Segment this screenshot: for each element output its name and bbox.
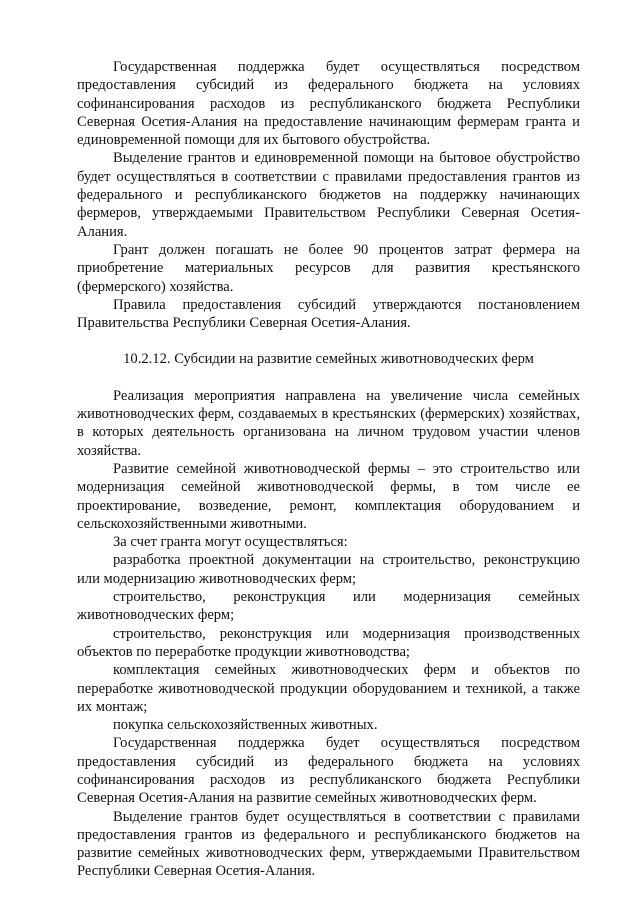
list-item-design-documentation: разработка проектной документации на строительство, реконструкцию или модернизацию животноводческих ферм; (77, 552, 580, 587)
list-item-farm-construction: строительство, реконструкция или модернизация семейных животноводческих ферм; (77, 589, 580, 624)
paragraph-farm-development-definition: Развитие семейной животноводческой фермы – это строительство или модернизация семейной животноводческой фермы, в том числе ее проектирование, возведение, ремонт, комплектация оборудованием и сельскохозяйственными животными. (77, 460, 580, 532)
paragraph-state-support: Государственная поддержка будет осуществляться посредством предоставления субсидий из федерального бюджета на условиях софинансирования расходов из республиканского бюджета Республики Северная Осетия-Алания на предоставление начинающим фермерам гранта и единовременной помощи для их бытового обустройства. (77, 59, 580, 149)
paragraph-state-support-family-farms: Государственная поддержка будет осуществляться посредством предоставления субсидий из федерального бюджета на условиях софинансирования расходов из республиканского бюджета Республики Северная Осетия-Алания на развитие семейных животноводческих ферм. (77, 735, 580, 807)
paragraph-subsidy-rules: Правила предоставления субсидий утверждаются постановлением Правительства Республики Северная Осетия-Алания. (77, 296, 580, 332)
list-item-equipment: комплектация семейных животноводческих ферм и объектов по переработке животноводческой продукции оборудованием и техникой, а также их монтаж; (77, 662, 580, 715)
paragraph-grant-allocation-family-farms: Выделение грантов будет осуществляться в соответствии с правилами предоставления грантов из федерального и республиканского бюджетов на развитие семейных животноводческих ферм, утверждаемыми Правительством Республики Северная Осетия-Алания. (77, 808, 580, 880)
paragraph-grant-allocation: Выделение грантов и единовременной помощи на бытовое обустройство будет осуществляться в соответствии с правилами предоставления грантов из федерального и республиканского бюджетов на поддержку начинающих фермеров, утверждаемыми Правительством Республики Северная Осетия-Алания. (77, 150, 580, 240)
section-heading: 10.2.12. Субсидии на развитие семейных животноводческих ферм (123, 351, 534, 368)
document-page (77, 58, 580, 881)
paragraph-grant-limit: Грант должен погашать не более 90 процентов затрат фермера на приобретение материальных ресурсов для развития крестьянского (фермерского) хозяйства. (77, 241, 580, 295)
paragraph-grant-uses-intro: За счет гранта могут осуществляться: (113, 534, 348, 551)
list-item-livestock-purchase: покупка сельскохозяйственных животных. (113, 717, 378, 734)
list-item-processing-facilities: строительство, реконструкция или модернизация производственных объектов по переработке продукции животноводства; (77, 625, 580, 660)
paragraph-measure-purpose: Реализация мероприятия направлена на увеличение числа семейных животноводческих ферм, создаваемых в крестьянских (фермерских) хозяйствах, в которых деятельность организована на личном трудовом участии членов хозяйства. (77, 387, 580, 459)
